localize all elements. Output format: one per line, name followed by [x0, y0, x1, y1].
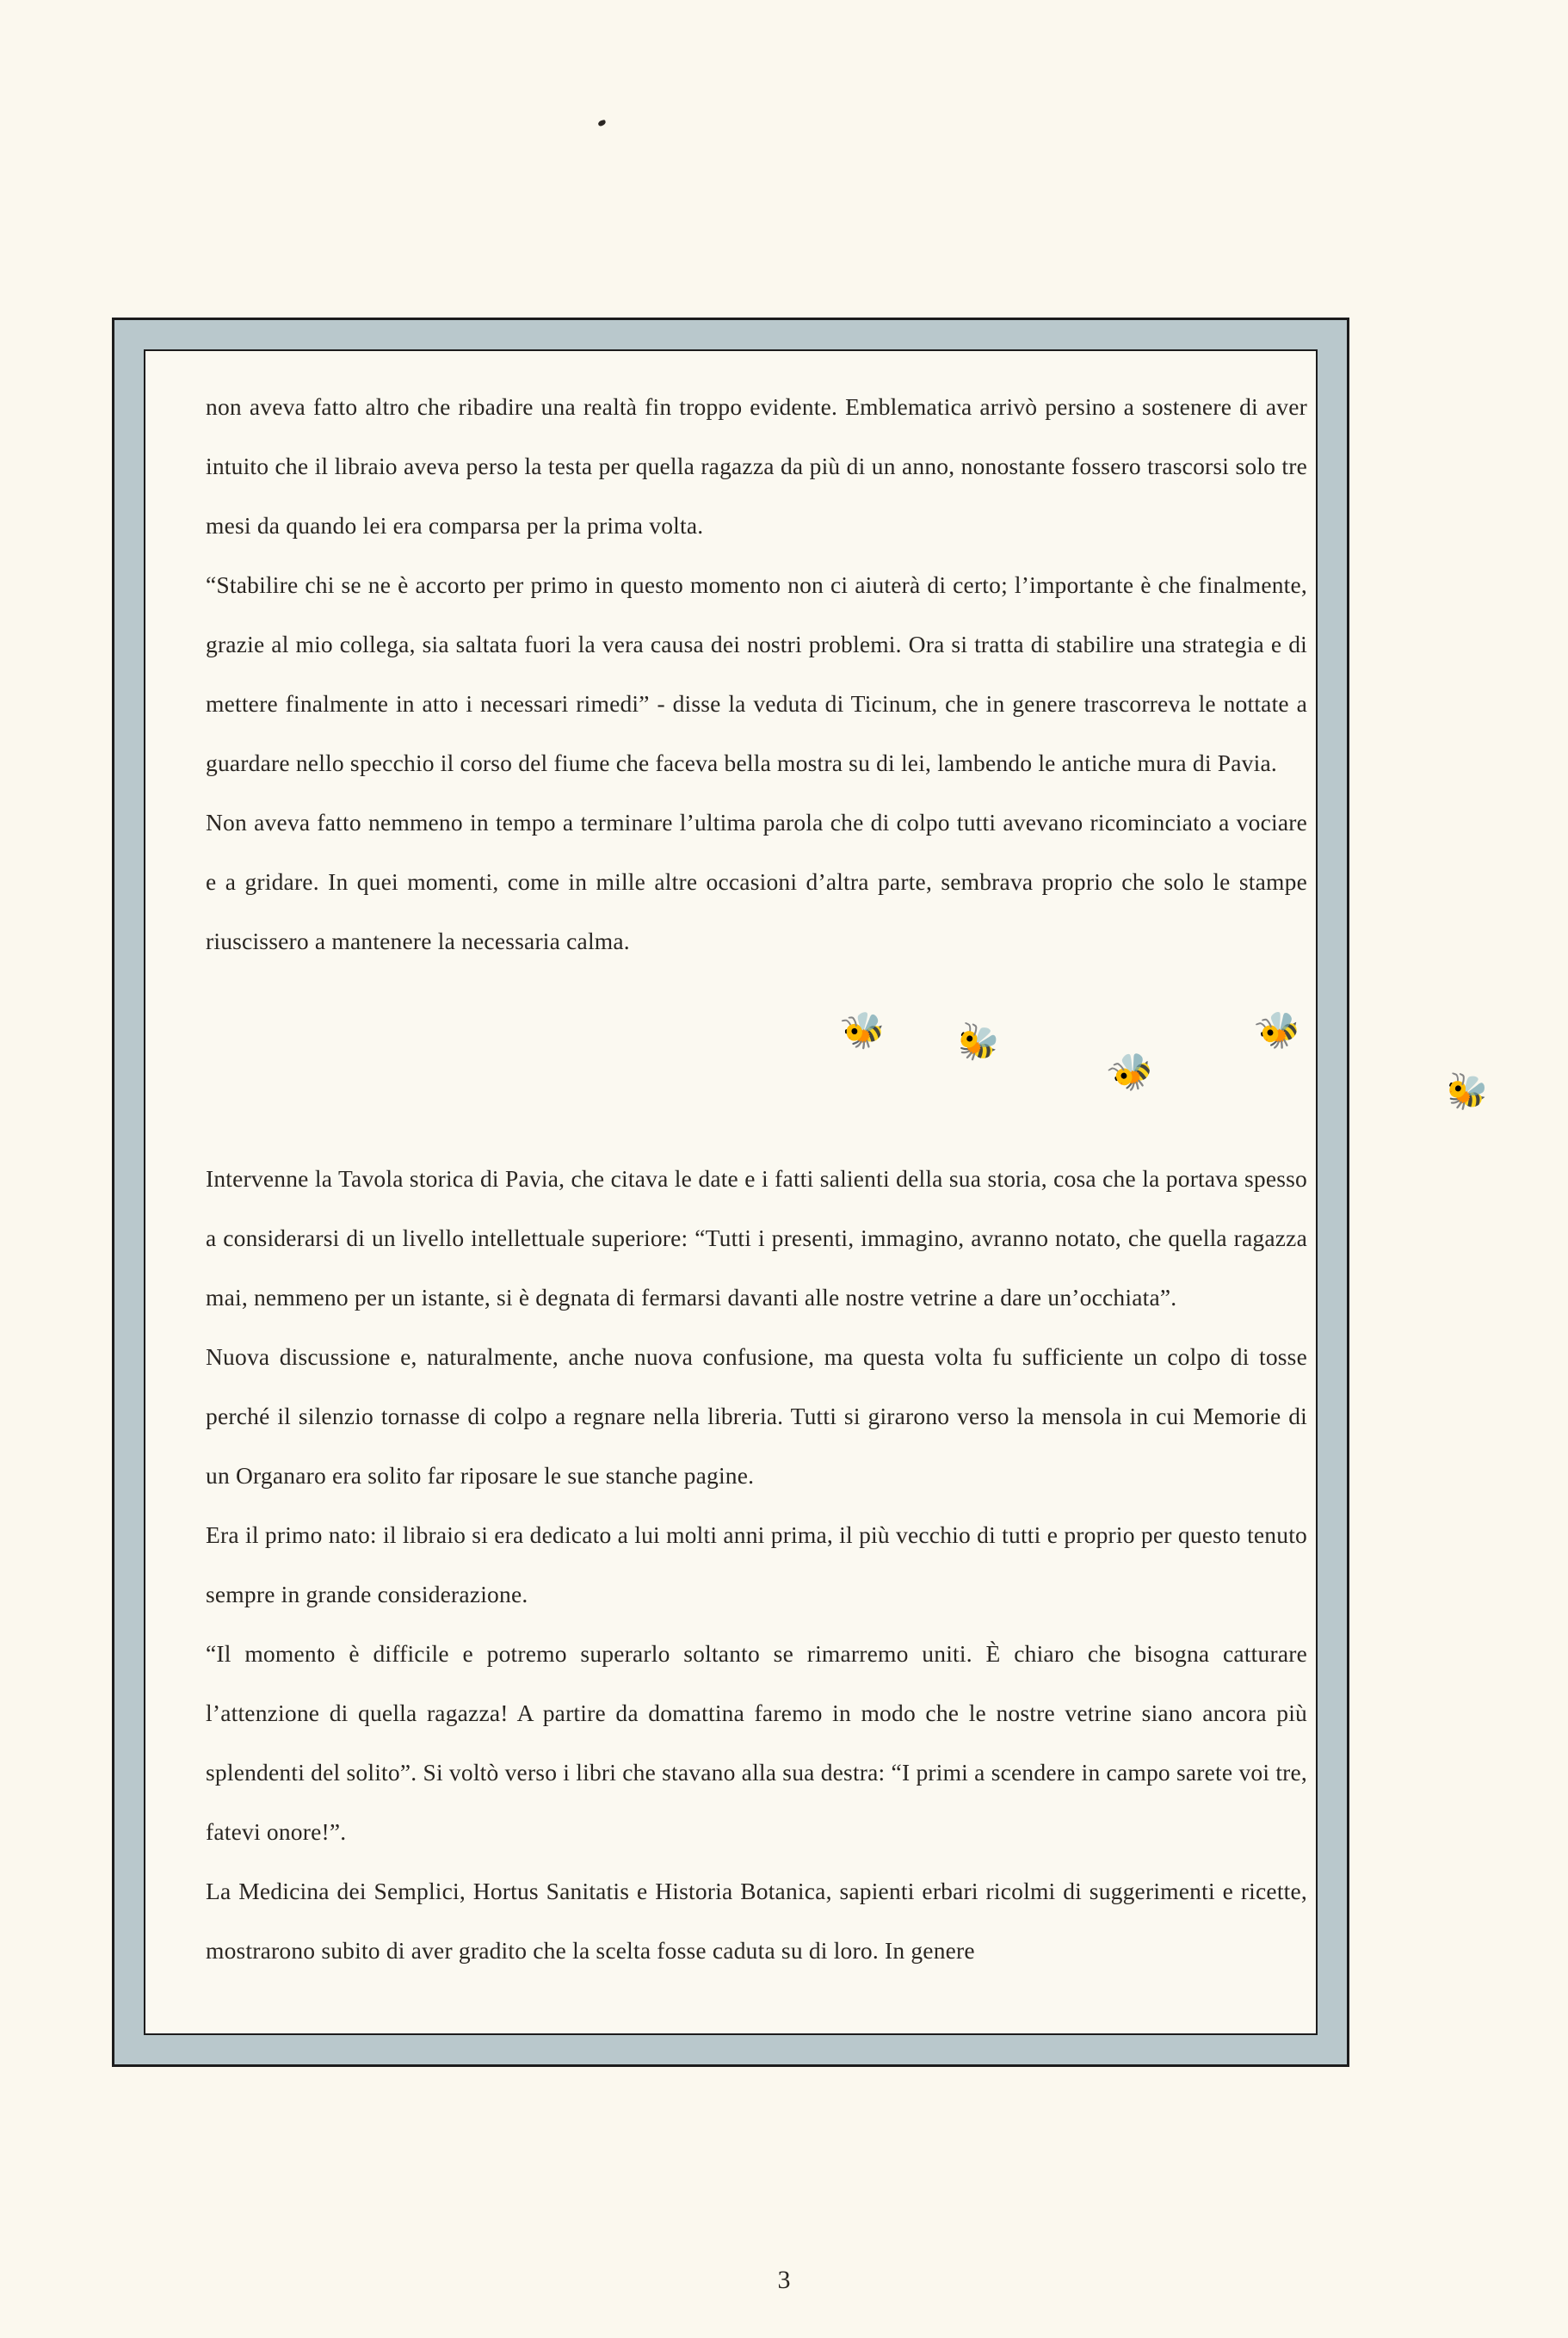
body-text: [206, 377, 1493, 1980]
paragraph: Era il primo nato: il libraio si era dedicato a lui molti anni prima, il più vecchio di tutti e proprio per questo tenuto sempre in grande considerazione.: [206, 1521, 1307, 1607]
paragraph: non aveva fatto altro che ribadire una realtà fin troppo evidente. Emblematica arrivò persino a sostenere di aver intuito che il libraio aveva perso la testa per quella ragazza da più di un anno, nonostante fossero trascorsi solo tre mesi da quando lei era comparsa per la prima volta.: [206, 393, 1307, 539]
ink-speck: [597, 120, 607, 127]
paragraph: “Il momento è difficile e potremo superarlo soltanto se rimarremo uniti. È chiaro che bisogna catturare l’attenzione di quella ragazza! A partire da domattina faremo in modo che le nostre vetrine siano ancora più splendenti del solito”. Si voltò verso i libri che stavano alla sua destra: “I primi a scendere in campo sarete voi tre, fatevi onore!”.: [206, 1640, 1307, 1845]
bee-icon: 🐝: [1103, 1043, 1162, 1101]
bee-icon: 🐝: [1251, 1003, 1307, 1058]
page-number: 3: [777, 2266, 791, 2294]
paragraph: “Stabilire chi se ne è accorto per primo in questo momento non ci aiuterà di certo; l’importante è che finalmente, grazie al mio collega, sia saltata fuori la vera causa dei nostri problemi. Ora si tratta di stabilire una strategia e di mettere finalmente in atto i necessari rimedi” - disse la veduta di Ticinum, che in genere trascorreva le nottate a guardare nello specchio il corso del fiume che faceva bella mostra su di lei, lambendo le antiche mura di Pavia.: [206, 571, 1307, 776]
paragraph: Intervenne la Tavola storica di Pavia, che citava le date e i fatti salienti della sua storia, cosa che la portava spesso a considerarsi di un livello intellettuale superiore: “Tutti i presenti, immagino, avranno notato, che quella ragazza mai, nemmeno per un istante, si è degnata di fermarsi davanti alle nostre vetrine a dare un’occhiata”.: [206, 1165, 1307, 1311]
bee-icon: 🐝: [837, 1006, 890, 1055]
paragraph: Non aveva fatto nemmeno in tempo a terminare l’ultima parola che di colpo tutti avevano ricominciato a vociare e a gridare. In quei momenti, come in mille altre occasioni d’altra parte, sembrava proprio che solo le stampe riuscissero a mantenere la necessaria calma.: [206, 809, 1307, 954]
bee-icon: 🐝: [1441, 1068, 1493, 1117]
text-panel: [144, 349, 1493, 2035]
paragraph: Nuova discussione e, naturalmente, anche nuova confusione, ma questa volta fu sufficiente un colpo di tosse perché il silenzio tornasse di colpo a regnare nella libreria. Tutti si girarono verso la mensola in cui Memorie di un Organaro era solito far riposare le sue stanche pagine.: [206, 1343, 1307, 1489]
bee-decoration-row: [206, 971, 1493, 1149]
page-frame: [112, 318, 1493, 2067]
bee-icon: 🐝: [950, 1017, 1005, 1070]
paragraph: La Medicina dei Semplici, Hortus Sanitatis e Historia Botanica, sapienti erbari ricolmi di suggerimenti e ricette, mostrarono subito di aver gradito che la scelta fosse caduta su di loro. In genere: [206, 1878, 1307, 1964]
